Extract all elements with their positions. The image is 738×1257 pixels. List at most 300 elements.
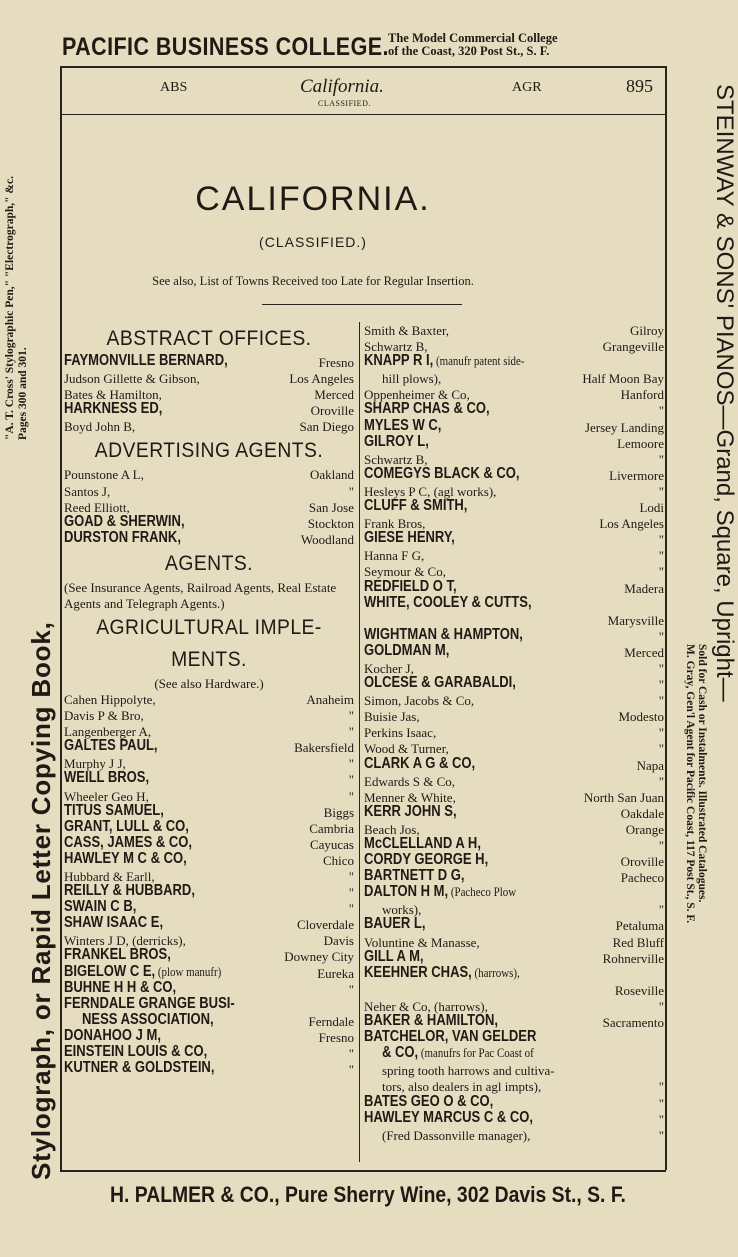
entry-name xyxy=(64,514,185,530)
entry-name xyxy=(64,738,158,754)
directory-entry xyxy=(364,963,664,983)
entry-name-text: KNAPP R I, xyxy=(364,352,434,370)
entry-name xyxy=(364,1110,533,1126)
entry-name xyxy=(64,770,149,786)
entry-place: " xyxy=(658,532,664,548)
entry-name-text: Menner & White, xyxy=(364,789,456,805)
top-advertisement xyxy=(62,30,662,64)
page-title: CALIFORNIA. xyxy=(195,180,431,218)
entry-place: Chico xyxy=(322,852,354,868)
entry-name-text: BARTNETT D G, xyxy=(364,867,465,885)
entry-name-text: TITUS SAMUEL, xyxy=(64,801,164,819)
entry-name-text: MYLES W C, xyxy=(364,416,442,434)
entry-name xyxy=(364,323,449,339)
entry-name-text: Beach Jos, xyxy=(364,821,420,837)
left-ad-line1: "A. T. Cross' Stylographic Pen," "Electrograph," &c. xyxy=(4,176,16,440)
entry-place: " xyxy=(658,628,664,644)
entry-name xyxy=(382,371,441,387)
right-frame-rule xyxy=(665,66,667,1170)
section-heading: AGRICULTURAL IMPLE- xyxy=(96,615,322,639)
entry-place: Livermore xyxy=(609,467,664,483)
entry-name xyxy=(364,627,523,643)
directory-entry xyxy=(64,467,354,483)
entry-name-text: Langenberger A, xyxy=(64,724,152,740)
entry-place: Los Angeles xyxy=(289,371,354,387)
directory-entry xyxy=(64,484,354,500)
left-ad-main: Stylograph, or Rapid Letter Copying Book, xyxy=(26,621,56,1180)
entry-place: Fresno xyxy=(318,355,354,370)
left-column xyxy=(64,323,354,1078)
entry-name xyxy=(364,401,490,417)
entry-place: " xyxy=(658,660,664,676)
entry-place: Oroville xyxy=(310,403,354,419)
directory-entry xyxy=(364,774,664,790)
entry-place: Orange xyxy=(625,821,664,837)
directory-entry xyxy=(364,432,664,452)
entry-name-text: HAWLEY MARCUS C & CO, xyxy=(364,1108,534,1126)
entry-name-text: BATCHELOR, VAN GELDER xyxy=(364,1028,537,1046)
entry-name xyxy=(64,899,136,915)
entry-place: Eureka xyxy=(317,965,354,981)
directory-entry xyxy=(64,371,354,387)
entry-name-text: GILROY L, xyxy=(364,432,429,450)
directory-entry xyxy=(364,1108,664,1128)
entry-name xyxy=(382,1128,530,1144)
entry-place: " xyxy=(658,1111,664,1127)
entry-name-text: GALTES PAUL, xyxy=(64,737,158,755)
entry-name xyxy=(64,803,164,819)
entry-name xyxy=(364,1029,536,1045)
entry-name xyxy=(64,819,189,835)
entry-place: Modesto xyxy=(618,709,664,725)
entry-name-text: spring tooth harrows and cultiva- xyxy=(382,1063,555,1079)
entry-name-text: NESS ASSOCIATION, xyxy=(82,1010,214,1028)
entry-name-text: SHAW ISAAC E, xyxy=(64,914,164,932)
top-ad-line1: The Model Commercial College xyxy=(388,31,558,45)
entry-place: Davis xyxy=(323,933,354,949)
entry-name-text: WIGHTMAN & HAMPTON, xyxy=(364,625,523,643)
entry-name xyxy=(64,996,235,1012)
directory-entry xyxy=(64,849,354,869)
entry-name xyxy=(64,708,144,724)
entry-name-text: GOAD & SHERWIN, xyxy=(64,512,185,530)
directory-entry xyxy=(364,323,664,339)
entry-place: Petaluma xyxy=(615,918,664,934)
entry-place: Gilroy xyxy=(630,323,664,338)
entry-place: " xyxy=(658,693,664,709)
entry-name-text: Hubbard & Earll, xyxy=(64,868,155,884)
entry-name xyxy=(64,851,187,867)
entry-place: Oakdale xyxy=(620,805,664,821)
entry-name xyxy=(364,498,467,514)
entry-name-text: Davis P & Bro, xyxy=(64,708,144,724)
entry-name xyxy=(382,1063,555,1079)
entry-place: " xyxy=(348,772,354,788)
entry-name-text: HAWLEY M C & CO, xyxy=(64,849,187,867)
entry-name-text: Smith & Baxter, xyxy=(364,323,450,338)
top-ad-main: PACIFIC BUSINESS COLLEGE. xyxy=(62,32,389,61)
entry-name xyxy=(64,835,192,851)
entry-name xyxy=(382,1045,534,1061)
entry-name-text: GIESE HENRY, xyxy=(364,529,455,547)
entry-name-text: WHITE, COOLEY & CUTTS, xyxy=(364,593,532,611)
entry-place: Sacramento xyxy=(602,1015,664,1031)
top-ad-details xyxy=(388,32,558,58)
right-ad-main: STEINWAY & SONS' PIANOS—Grand, Square, Upright— xyxy=(711,84,738,702)
entry-name-text: REILLY & HUBBARD, xyxy=(64,882,195,900)
entry-name-text: Oppenheimer & Co, xyxy=(364,387,470,403)
entry-place: Anaheim xyxy=(306,691,354,707)
section-heading: MENTS. xyxy=(171,647,247,671)
directory-entry xyxy=(364,1063,664,1079)
entry-name xyxy=(364,530,455,546)
entry-name xyxy=(364,804,457,820)
entry-place: " xyxy=(348,1046,354,1061)
entry-name-text: Cahen Hippolyte, xyxy=(64,691,156,707)
entry-name-text: Buisie Jas, xyxy=(364,709,420,725)
entry-place: Woodland xyxy=(300,531,354,547)
section-heading: ABSTRACT OFFICES. xyxy=(106,327,312,350)
directory-entry xyxy=(64,419,354,435)
title-rule xyxy=(262,304,462,305)
entry-name xyxy=(364,836,481,852)
directory-entry xyxy=(64,769,354,788)
right-ad-line1: Sold for Cash or Instalments. Illustrated Catalogues. xyxy=(696,644,708,903)
directory-entry xyxy=(364,725,664,741)
entry-name-text: BIGELOW C E, xyxy=(64,962,156,980)
directory-entry xyxy=(364,709,664,725)
entry-name-text: Perkins Isaac, xyxy=(364,725,437,741)
entry-name xyxy=(64,883,195,899)
entry-place: Cloverdale xyxy=(296,917,354,933)
column-divider xyxy=(359,322,360,1162)
entry-name-text: FAYMONVILLE BERNARD, xyxy=(64,352,228,369)
entry-name-text: BATES GEO O & CO, xyxy=(364,1092,494,1110)
entry-name xyxy=(64,964,221,980)
entry-place: " xyxy=(658,548,664,564)
running-head-left: ABS xyxy=(160,80,188,95)
entry-name-text: Santos J, xyxy=(64,483,111,499)
entry-place: " xyxy=(658,1079,664,1095)
entry-name-text: OLCESE & GARABALDI, xyxy=(364,674,516,692)
entry-note: (manufrs for Pac Coast of xyxy=(418,1045,534,1061)
entry-name xyxy=(364,725,436,741)
entry-place: " xyxy=(658,564,664,580)
left-side-advertisement xyxy=(2,40,60,1180)
directory-entry xyxy=(64,737,354,756)
entry-name-text: KUTNER & GOLDSTEIN, xyxy=(64,1059,215,1077)
cross-reference-note: (See Insurance Agents, Railroad Agents, Real Estate Agents and Telegraph Agents.) xyxy=(64,579,337,611)
left-frame-rule xyxy=(60,66,62,1170)
entry-place: " xyxy=(658,483,664,499)
entry-name xyxy=(64,1044,207,1060)
entry-place: Red Bluff xyxy=(612,934,664,950)
entry-name-text: WEILL BROS, xyxy=(64,769,150,787)
entry-name-text: Edwards S & Co, xyxy=(364,773,455,789)
entry-name-text: & CO, xyxy=(382,1044,419,1062)
entry-name-text: Voluntine & Manasse, xyxy=(364,934,480,950)
cross-reference-note: (See also Hardware.) xyxy=(154,675,264,691)
entry-name xyxy=(364,466,520,482)
entry-name xyxy=(64,1028,161,1044)
entry-place: Ferndale xyxy=(308,1013,354,1029)
entry-place: Stockton xyxy=(307,515,354,531)
entry-place: " xyxy=(658,725,664,741)
entry-name xyxy=(364,1013,498,1029)
entry-place: Lemoore xyxy=(617,435,664,451)
bottom-rule xyxy=(60,1170,666,1172)
entry-name xyxy=(364,643,449,659)
see-also-note: See also, List of Towns Received too Late for Regular Insertion. xyxy=(152,274,474,288)
entry-name-text: Pounstone A L, xyxy=(64,467,144,483)
entry-name xyxy=(64,915,163,931)
entry-place: " xyxy=(348,788,354,804)
entry-name-text: Schwartz B, xyxy=(364,451,428,467)
entry-name-text: FERNDALE GRANGE BUSI- xyxy=(64,994,235,1012)
entry-name xyxy=(64,419,135,435)
entry-place: " xyxy=(658,677,664,693)
entry-name-text: McCLELLAND A H, xyxy=(364,835,481,852)
entry-name-text: Schwartz B, xyxy=(364,339,428,355)
entry-place: Oakland xyxy=(309,467,354,483)
entry-place: San Jose xyxy=(308,499,354,515)
left-ad-details xyxy=(4,176,30,440)
entry-name-text: Hesleys P C, (agl works), xyxy=(364,483,497,499)
entry-name-text: CLUFF & SMITH, xyxy=(364,497,468,515)
entry-name xyxy=(64,467,144,483)
running-head-right: AGR xyxy=(512,80,542,95)
entry-name xyxy=(364,709,420,725)
entry-place: Rohnerville xyxy=(602,950,664,966)
entry-place: Napa xyxy=(636,757,664,773)
entry-name xyxy=(64,1060,214,1076)
entry-name-text: Boyd John B, xyxy=(64,419,136,435)
entry-name xyxy=(64,371,200,387)
entry-place: Pacheco xyxy=(620,870,664,886)
entry-name-text: Murphy J J, xyxy=(64,756,126,772)
entry-place: " xyxy=(658,1095,664,1111)
entry-name-text: KEEHNER CHAS, xyxy=(364,963,472,981)
entry-name-text: hill plows), xyxy=(382,371,442,387)
entry-name-text: DALTON H M, xyxy=(364,883,449,901)
entry-name xyxy=(64,401,162,417)
entry-name-text: CASS, JAMES & CO, xyxy=(64,833,193,851)
directory-entry xyxy=(64,1059,354,1078)
entry-place: " xyxy=(658,403,664,419)
entry-name xyxy=(364,418,441,434)
entry-name-text: GILL A M, xyxy=(364,947,424,965)
entry-place: Los Angeles xyxy=(599,516,664,532)
entry-place: Half Moon Bay xyxy=(582,371,664,387)
entry-place: " xyxy=(348,708,354,724)
entry-name-text: HARKNESS ED, xyxy=(64,400,163,418)
entry-name xyxy=(64,947,171,963)
entry-name xyxy=(364,949,424,965)
entry-place: " xyxy=(658,902,664,918)
entry-place: " xyxy=(348,483,354,499)
right-side-advertisement xyxy=(680,84,738,1224)
entry-place: Cambria xyxy=(309,820,354,836)
entry-name-text: GOLDMAN M, xyxy=(364,641,450,659)
entry-place: " xyxy=(658,998,664,1014)
directory-entry xyxy=(64,914,354,933)
entry-place: " xyxy=(658,741,664,757)
directory-entry xyxy=(364,593,664,613)
entry-place: Cayucas xyxy=(309,836,354,852)
running-head-subtitle: CLASSIFIED. xyxy=(318,99,371,108)
entry-name-text: Judson Gillette & Gibson, xyxy=(64,371,200,387)
directory-entry xyxy=(364,352,664,371)
entry-place: Fresno xyxy=(318,1029,354,1045)
entry-name-text: BAKER & HAMILTON, xyxy=(364,1012,499,1030)
entry-place: " xyxy=(348,756,354,772)
entry-place: " xyxy=(348,724,354,740)
directory-entry xyxy=(364,548,664,564)
directory-entry xyxy=(364,915,664,934)
directory-entry xyxy=(364,754,664,774)
directory-entry xyxy=(364,464,664,484)
entry-name xyxy=(364,548,424,564)
entry-name-text: Frank Bros, xyxy=(364,516,426,532)
entry-name-text: Wheeler Geo H, xyxy=(64,788,149,804)
entry-place: Lodi xyxy=(639,500,664,516)
entry-place: " xyxy=(658,1127,664,1143)
entry-name-text: DONAHOO J M, xyxy=(64,1026,161,1044)
entry-name xyxy=(364,693,474,709)
entry-name-text: Simon, Jacobs & Co, xyxy=(364,693,475,709)
entry-note: (Pacheco Plow xyxy=(448,884,517,900)
directory-entry xyxy=(64,352,354,371)
entry-name xyxy=(364,595,532,611)
entry-name-text: GRANT, LULL & CO, xyxy=(64,817,189,835)
directory-entry xyxy=(364,674,664,693)
directory-entry xyxy=(364,983,664,999)
entry-name-text: Neher & Co, (harrows), xyxy=(364,998,488,1014)
entry-place: Hanford xyxy=(620,387,664,403)
entry-name xyxy=(364,852,488,868)
entry-place: " xyxy=(348,981,354,997)
entry-name-text: CLARK A G & CO, xyxy=(364,754,476,772)
entry-name-text: EINSTEIN LOUIS & CO, xyxy=(64,1043,208,1060)
entry-name xyxy=(64,530,181,546)
entry-name xyxy=(364,353,524,369)
bottom-advertisement: H. PALMER & CO., Pure Sherry Wine, 302 Davis St., S. F. xyxy=(110,1182,626,1207)
entry-name-text: SWAIN C B, xyxy=(64,898,137,916)
entry-name-text: tors, also dealers in agl impts), xyxy=(382,1079,542,1095)
entry-name-text: Bates & Hamilton, xyxy=(64,387,162,403)
entry-name xyxy=(364,675,516,691)
directory-entry xyxy=(364,1128,664,1144)
entry-name xyxy=(364,868,465,884)
running-head-center: California. xyxy=(300,76,384,97)
directory-entry xyxy=(364,883,664,902)
running-head xyxy=(60,72,666,112)
section-heading: ADVERTISING AGENTS. xyxy=(94,439,324,463)
page-subtitle: (CLASSIFIED.) xyxy=(259,234,367,250)
directory-entry xyxy=(364,529,664,548)
directory-entry xyxy=(64,528,354,548)
entry-place: Biggs xyxy=(323,804,354,820)
entry-name-text: SHARP CHAS & CO, xyxy=(364,400,490,418)
entry-name-text: BAUER L, xyxy=(364,915,426,933)
entry-name xyxy=(82,1012,214,1028)
entry-name-text: COMEGYS BLACK & CO, xyxy=(364,464,520,482)
page-number: 895 xyxy=(626,76,653,96)
entry-name xyxy=(364,1094,493,1110)
top-rule xyxy=(60,66,666,68)
directory-entry xyxy=(364,1044,664,1063)
entry-name-text: Winters J D, (derricks), xyxy=(64,933,186,949)
entry-place: Roseville xyxy=(614,982,664,998)
entry-place: Jersey Landing xyxy=(584,419,664,435)
entry-name xyxy=(364,916,425,932)
entry-place: " xyxy=(658,838,664,853)
entry-name-text: Reed Elliott, xyxy=(64,499,130,515)
directory-entry xyxy=(364,371,664,387)
entry-place: Bakersfield xyxy=(294,740,354,756)
entry-name xyxy=(364,774,455,790)
section-heading: AGENTS. xyxy=(164,551,254,575)
entry-place: Madera xyxy=(624,580,664,596)
top-ad-line2: of the Coast, 320 Post St., S. F. xyxy=(388,44,550,58)
entry-place: " xyxy=(658,773,664,789)
entry-name-text: Seymour & Co, xyxy=(364,564,446,580)
entry-name-text: CORDY GEORGE H, xyxy=(364,851,489,869)
entry-name-text: (Fred Dassonville manager), xyxy=(382,1127,531,1143)
directory-entry xyxy=(364,802,664,822)
entry-place: " xyxy=(658,451,664,467)
entry-name-text: BUHNE H H & CO, xyxy=(64,978,177,996)
entry-note: (harrows), xyxy=(471,964,520,980)
entry-name-text: DURSTON FRANK, xyxy=(64,528,181,546)
directory-entry xyxy=(364,693,664,709)
entry-name-text: Hanna F G, xyxy=(364,548,425,564)
entry-name-text: FRANKEL BROS, xyxy=(64,946,171,964)
entry-place: San Diego xyxy=(299,419,354,435)
directory-entry xyxy=(64,692,354,708)
directory-entry xyxy=(64,400,354,419)
entry-name-text: Kocher J, xyxy=(364,660,414,676)
entry-name xyxy=(364,434,429,450)
entry-name-text: works), xyxy=(382,902,422,918)
entry-place: North San Juan xyxy=(583,789,664,805)
entry-place: Oroville xyxy=(620,854,664,870)
right-ad-line2: M. Gray, Gen'l Agent for Pacific Coast, 117 Post St., S. F. xyxy=(684,644,696,924)
entry-name xyxy=(364,579,457,595)
entry-name xyxy=(64,692,156,708)
entry-place: " xyxy=(348,1062,354,1078)
entry-note: (plow manufr) xyxy=(155,963,222,979)
entry-place: Merced xyxy=(624,644,664,660)
head-rule xyxy=(60,114,666,115)
directory-entry xyxy=(364,497,664,516)
entry-place: Marysville xyxy=(607,612,664,628)
entry-place: " xyxy=(348,868,354,884)
entry-name xyxy=(64,484,110,500)
entry-place: Downey City xyxy=(284,949,354,965)
entry-name-text: KERR JOHN S, xyxy=(364,802,457,820)
entry-name-text: Wood & Turner, xyxy=(364,741,449,757)
directory-entry xyxy=(64,708,354,724)
entry-name xyxy=(364,756,475,772)
entry-place: " xyxy=(348,885,354,901)
entry-name xyxy=(64,980,176,996)
right-ad-details xyxy=(684,644,708,923)
entry-name-text: REDFIELD O T, xyxy=(364,577,457,595)
entry-name xyxy=(364,884,516,900)
entry-note: (manufr patent side- xyxy=(433,353,525,369)
left-ad-line2: Pages 300 and 301. xyxy=(17,347,29,440)
